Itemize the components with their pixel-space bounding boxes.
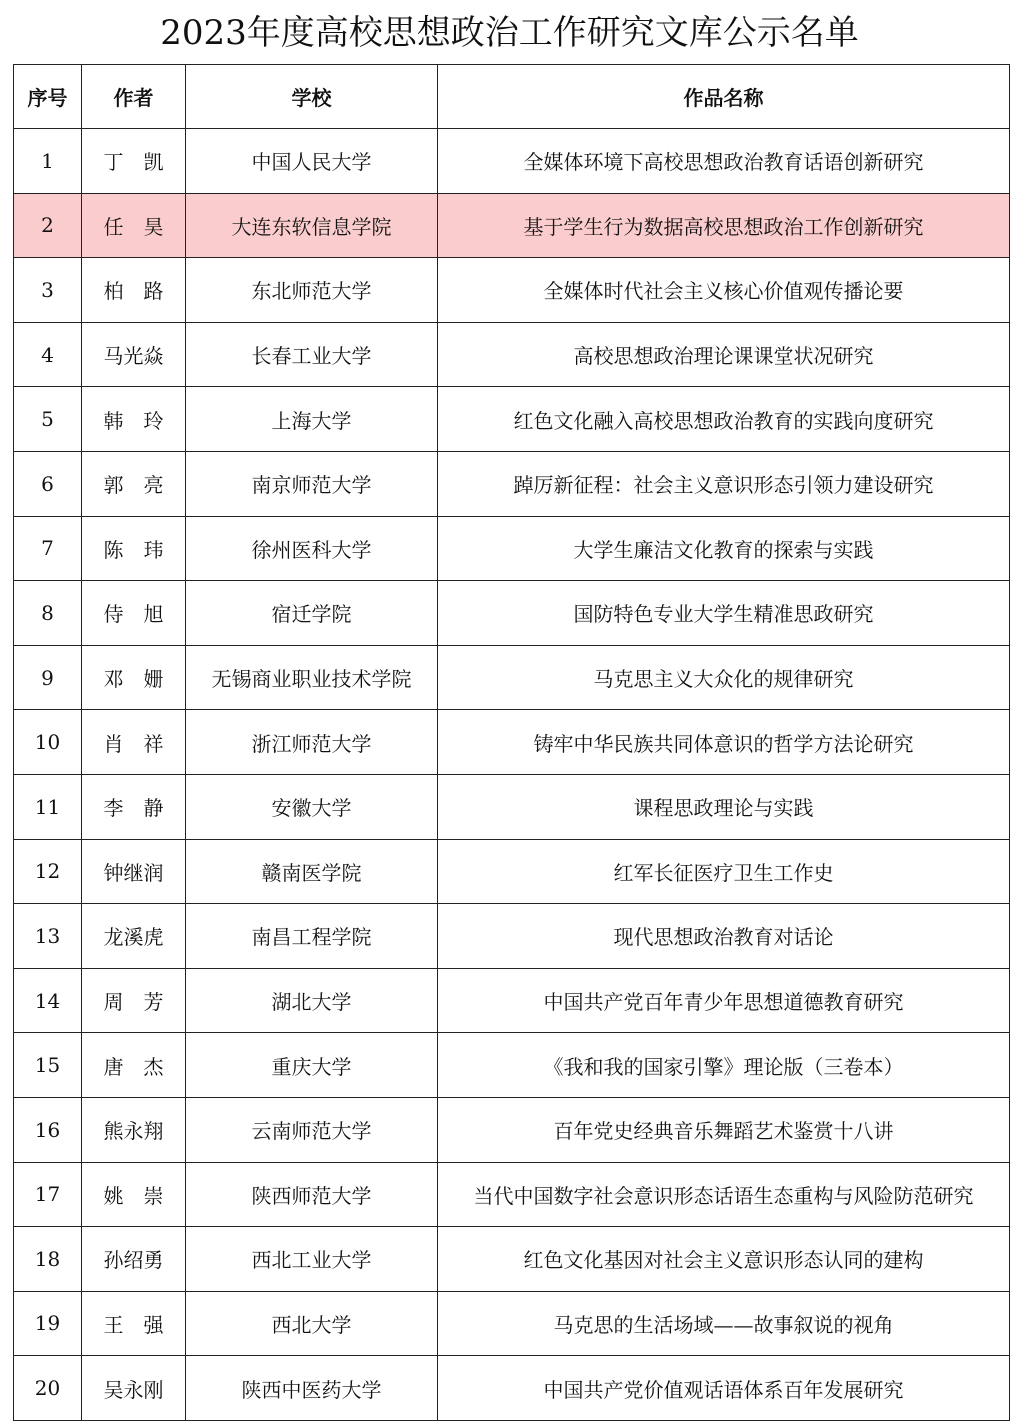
row-school: 长春工业大学: [186, 322, 438, 387]
row-school: 无锡商业职业技术学院: [186, 645, 438, 710]
row-number: 6: [14, 451, 82, 516]
table-row: [14, 1162, 1010, 1227]
row-number: 18: [14, 1227, 82, 1292]
row-number: 19: [14, 1291, 82, 1356]
table-row: [14, 258, 1010, 323]
row-author: 肖 祥: [82, 710, 186, 775]
table-row: [14, 193, 1010, 258]
row-work-title: 高校思想政治理论课课堂状况研究: [438, 322, 1010, 387]
row-work-title: 全媒体时代社会主义核心价值观传播论要: [438, 258, 1010, 323]
row-work-title: 红军长征医疗卫生工作史: [438, 839, 1010, 904]
row-number: 4: [14, 322, 82, 387]
table-body: [14, 129, 1010, 1421]
row-number: 1: [14, 129, 82, 194]
row-work-title: 马克思的生活场域——故事叙说的视角: [438, 1291, 1010, 1356]
row-work-title: 《我和我的国家引擎》理论版（三卷本）: [438, 1033, 1010, 1098]
row-author: 龙溪虎: [82, 904, 186, 969]
row-author: 孙绍勇: [82, 1227, 186, 1292]
row-author: 周 芳: [82, 968, 186, 1033]
table-row: [14, 1227, 1010, 1292]
row-author: 马光焱: [82, 322, 186, 387]
table-row: [14, 904, 1010, 969]
row-number: 9: [14, 645, 82, 710]
row-number: 10: [14, 710, 82, 775]
header-author: 作者: [82, 65, 186, 129]
row-author: 熊永翔: [82, 1097, 186, 1162]
table-row: [14, 581, 1010, 646]
table-row: [14, 322, 1010, 387]
row-author: 姚 崇: [82, 1162, 186, 1227]
table-row: [14, 1097, 1010, 1162]
row-number: 13: [14, 904, 82, 969]
row-author: 唐 杰: [82, 1033, 186, 1098]
row-school: 浙江师范大学: [186, 710, 438, 775]
row-work-title: 红色文化融入高校思想政治教育的实践向度研究: [438, 387, 1010, 452]
row-work-title: 马克思主义大众化的规律研究: [438, 645, 1010, 710]
row-work-title: 红色文化基因对社会主义意识形态认同的建构: [438, 1227, 1010, 1292]
row-author: 吴永刚: [82, 1356, 186, 1421]
row-author: 柏 路: [82, 258, 186, 323]
row-number: 5: [14, 387, 82, 452]
row-work-title: 铸牢中华民族共同体意识的哲学方法论研究: [438, 710, 1010, 775]
row-work-title: 全媒体环境下高校思想政治教育话语创新研究: [438, 129, 1010, 194]
table-row: [14, 451, 1010, 516]
row-number: 3: [14, 258, 82, 323]
row-school: 重庆大学: [186, 1033, 438, 1098]
row-number: 17: [14, 1162, 82, 1227]
table-header-row: [14, 65, 1010, 129]
row-school: 宿迁学院: [186, 581, 438, 646]
row-school: 徐州医科大学: [186, 516, 438, 581]
row-author: 丁 凯: [82, 129, 186, 194]
table-row: [14, 516, 1010, 581]
row-work-title: 大学生廉洁文化教育的探索与实践: [438, 516, 1010, 581]
row-school: 上海大学: [186, 387, 438, 452]
row-school: 云南师范大学: [186, 1097, 438, 1162]
row-author: 韩 玲: [82, 387, 186, 452]
row-author: 任 昊: [82, 193, 186, 258]
row-number: 20: [14, 1356, 82, 1421]
row-school: 陕西师范大学: [186, 1162, 438, 1227]
page-title: 2023年度高校思想政治工作研究文库公示名单: [160, 13, 859, 53]
row-work-title: 基于学生行为数据高校思想政治工作创新研究: [438, 193, 1010, 258]
row-work-title: 课程思政理论与实践: [438, 774, 1010, 839]
row-school: 湖北大学: [186, 968, 438, 1033]
row-school: 中国人民大学: [186, 129, 438, 194]
row-work-title: 中国共产党百年青少年思想道德教育研究: [438, 968, 1010, 1033]
row-author: 钟继润: [82, 839, 186, 904]
row-number: 11: [14, 774, 82, 839]
table-row: [14, 387, 1010, 452]
row-number: 16: [14, 1097, 82, 1162]
row-school: 大连东软信息学院: [186, 193, 438, 258]
header-work-title: 作品名称: [438, 65, 1010, 129]
table-row: [14, 645, 1010, 710]
row-school: 西北工业大学: [186, 1227, 438, 1292]
row-school: 陕西中医药大学: [186, 1356, 438, 1421]
row-work-title: 国防特色专业大学生精准思政研究: [438, 581, 1010, 646]
publication-list-table: [13, 64, 1010, 1421]
row-school: 西北大学: [186, 1291, 438, 1356]
row-author: 李 静: [82, 774, 186, 839]
row-number: 12: [14, 839, 82, 904]
table-row: [14, 774, 1010, 839]
table-row: [14, 839, 1010, 904]
table-row: [14, 1356, 1010, 1421]
row-author: 郭 亮: [82, 451, 186, 516]
row-number: 14: [14, 968, 82, 1033]
header-school: 学校: [186, 65, 438, 129]
row-author: 邓 姗: [82, 645, 186, 710]
row-author: 陈 玮: [82, 516, 186, 581]
row-work-title: 中国共产党价值观话语体系百年发展研究: [438, 1356, 1010, 1421]
row-number: 7: [14, 516, 82, 581]
row-work-title: 踔厉新征程：社会主义意识形态引领力建设研究: [438, 451, 1010, 516]
table-row: [14, 129, 1010, 194]
row-school: 南昌工程学院: [186, 904, 438, 969]
table-row: [14, 1291, 1010, 1356]
row-school: 东北师范大学: [186, 258, 438, 323]
row-school: 南京师范大学: [186, 451, 438, 516]
row-number: 2: [14, 193, 82, 258]
row-author: 侍 旭: [82, 581, 186, 646]
row-work-title: 百年党史经典音乐舞蹈艺术鉴赏十八讲: [438, 1097, 1010, 1162]
row-author: 王 强: [82, 1291, 186, 1356]
row-school: 安徽大学: [186, 774, 438, 839]
table-row: [14, 968, 1010, 1033]
row-work-title: 当代中国数字社会意识形态话语生态重构与风险防范研究: [438, 1162, 1010, 1227]
table-row: [14, 1033, 1010, 1098]
row-school: 赣南医学院: [186, 839, 438, 904]
row-number: 15: [14, 1033, 82, 1098]
row-work-title: 现代思想政治教育对话论: [438, 904, 1010, 969]
table-row: [14, 710, 1010, 775]
row-number: 8: [14, 581, 82, 646]
header-number: 序号: [14, 65, 82, 129]
